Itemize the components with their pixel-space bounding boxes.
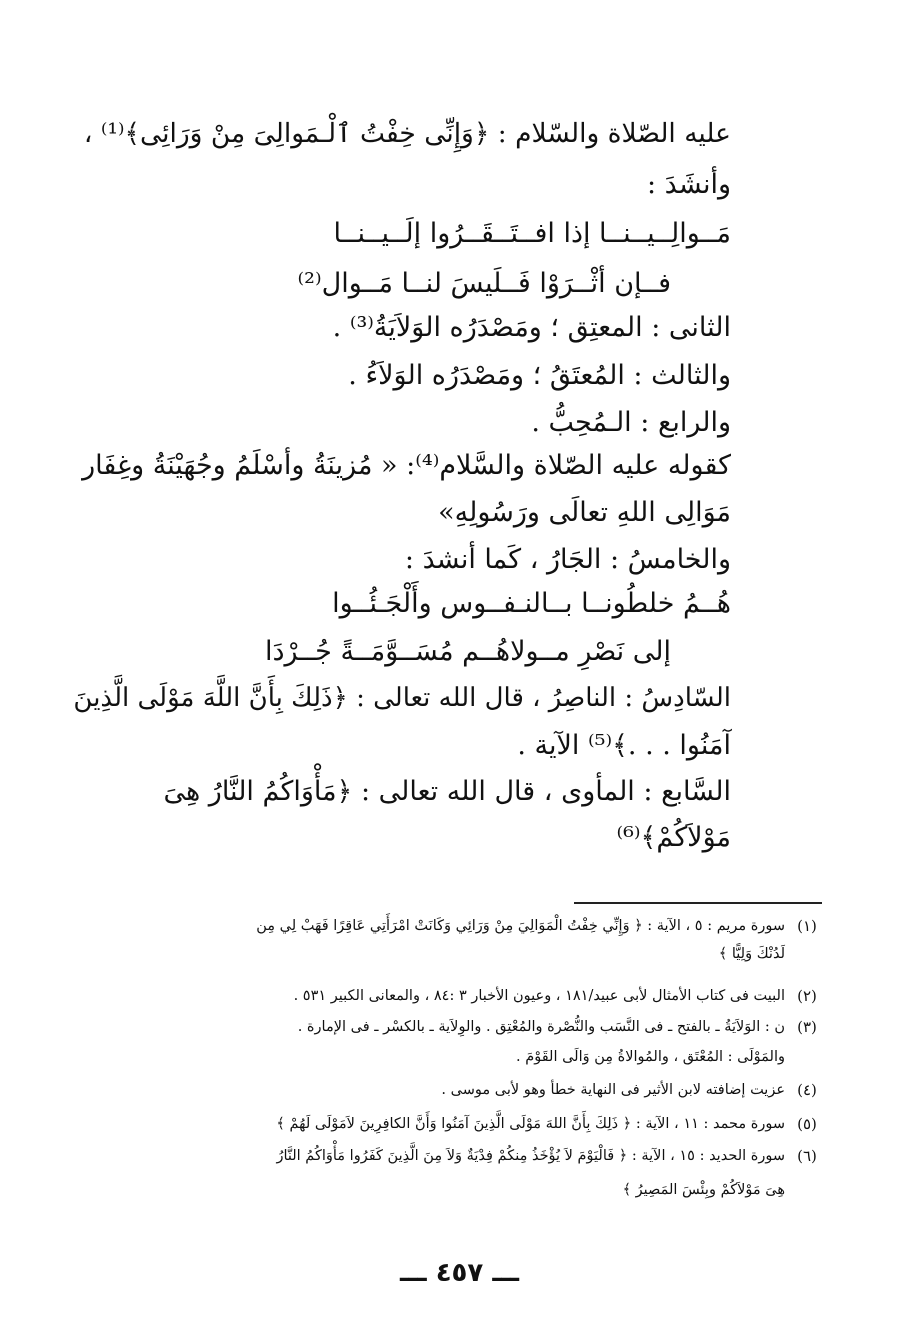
footnote [74,1078,823,1102]
footnote [74,984,823,1008]
body-line: السّادِسُ : الناصِرُ ، قال الله تعالى : ﴿ذَلِكَ بِأَنَّ اللَّهَ مَوْلَى الَّذِينَ [73,683,731,713]
footnote [74,914,823,962]
footnote-text: سورة محمد : ١١ ، الآية : ﴿ ذَلِكَ بِأَنَّ اللهَ مَوْلَى الَّذِينَ آمَنُوا وَأَنَّ الكافِرِينَ لاَمَوْلَى لَهُمْ ﴾ [276,1116,785,1132]
footnote-number: (٥) [797,1115,817,1133]
footnote-number: (٤) [797,1081,817,1099]
footnote-divider [574,902,822,904]
body-line: والخامسُ : الجَارُ ، كَما أنشدَ : [404,544,731,575]
body-line: والثالث : المُعتَقُ ؛ ومَصْدَرُه الوَلاَءُ . [348,360,731,391]
body-line: مَوَالِى اللهِ تعالَى ورَسُولِهِ» [438,497,731,528]
body-line: السَّابع : المأوى ، قال الله تعالى : ﴿مَأْوَاكُمُ النَّارُ هِىَ [163,776,731,807]
poem-verse: إلى نَصْرِ مــولاهُــم مُسَــوَّمَــةً جُــرْدَا [264,636,671,667]
footnote-number: (٢) [797,987,817,1005]
page-number: ـــ ٤٥٧ ـــ [399,1258,520,1288]
footnote-number: (١) [797,917,817,935]
footnote-text: ن : الوَلاَيَةُ ـ بالفتح ـ فى النَّسَب والنُّصْرة والمُعْتِق . والوِلاَية ـ بالكسْر ـ فى الإمارة . [297,1019,785,1035]
footnote [74,1144,823,1204]
poem-verse: مَــوالِــيــنــا إذا افــتَــقَــرُوا إلَــيــنــا [333,218,731,249]
footnote-text: سورة مريم : ٥ ، الآية : ﴿ وَإِنِّي خِفْتُ الْمَوَالِيَ مِنْ وَرَائِي وَكَانَتْ امْرَأَتِي عَاقِرًا فَهَبْ لِي مِن [256,918,785,934]
body-line: كقوله عليه الصّلاة والسَّلام⁽⁴⁾: « مُزينَةُ وأسْلَمُ وجُهَيْنَةُ وغِفَار [82,450,731,481]
footnote [74,1015,823,1069]
footnote-text: والمَوْلَى : المُعْتَق ، والمُوالاةُ مِن وَالَى القَوْمَ . [516,1049,785,1065]
footnote-text: البيت فى كتاب الأمثال لأبى عبيد/١٨١ ، وعيون الأخبار ٣ :٨٤ ، والمعانى الكبير ٥٣١ . [293,988,785,1004]
body-line: والرابع : الـمُحِبُّ . [531,407,731,438]
body-line: مَوْلاَكُمْ﴾⁽⁶⁾ [616,822,731,853]
footnote-text: عزيت إضافته لابن الأثير فى النهاية خطأ وهو لأبى موسى . [441,1082,785,1098]
footnote-number: (٣) [797,1018,817,1036]
footnote-number: (٦) [797,1147,817,1165]
body-line: عليه الصّلاة والسّلام : ﴿وَإِنِّى خِفْتُ ٱلْـمَوالِىَ مِنْ وَرَائِى﴾⁽¹⁾ ، [83,118,731,149]
poem-verse: هُــمُ خلطُونــا بــالنـفــوس وأَلْجَـئُــوا [332,588,731,619]
body-line: الثانى : المعتِق ؛ ومَصْدَرُه الوَلاَيَةُ⁽³⁾ . [332,312,731,343]
body-line: وأنشَدَ : [647,169,731,200]
footnote-text: لَدُنْكَ وَلِيًّا ﴾ [718,946,785,962]
footnote-text: سورة الحديد : ١٥ ، الآية : ﴿ فَالْيَوْمَ لاَ يُؤْخَذُ مِنكُمْ فِدْيَةٌ وَلاَ مِنَ الَّذِينَ كَفَرُوا مَأْوَاكُمُ النَّارُ [276,1148,785,1164]
poem-verse: فــإن أثْــرَوْا فَــلَيسَ لنــا مَــوال⁽²⁾ [297,268,671,299]
footnote-text: هِىَ مَوْلاَكُمْ وبِئْسَ المَصِيرُ ﴾ [622,1182,785,1198]
body-line: آمَنُوا . . .﴾⁽⁵⁾ الآية . [517,730,731,761]
footnote [74,1112,823,1136]
